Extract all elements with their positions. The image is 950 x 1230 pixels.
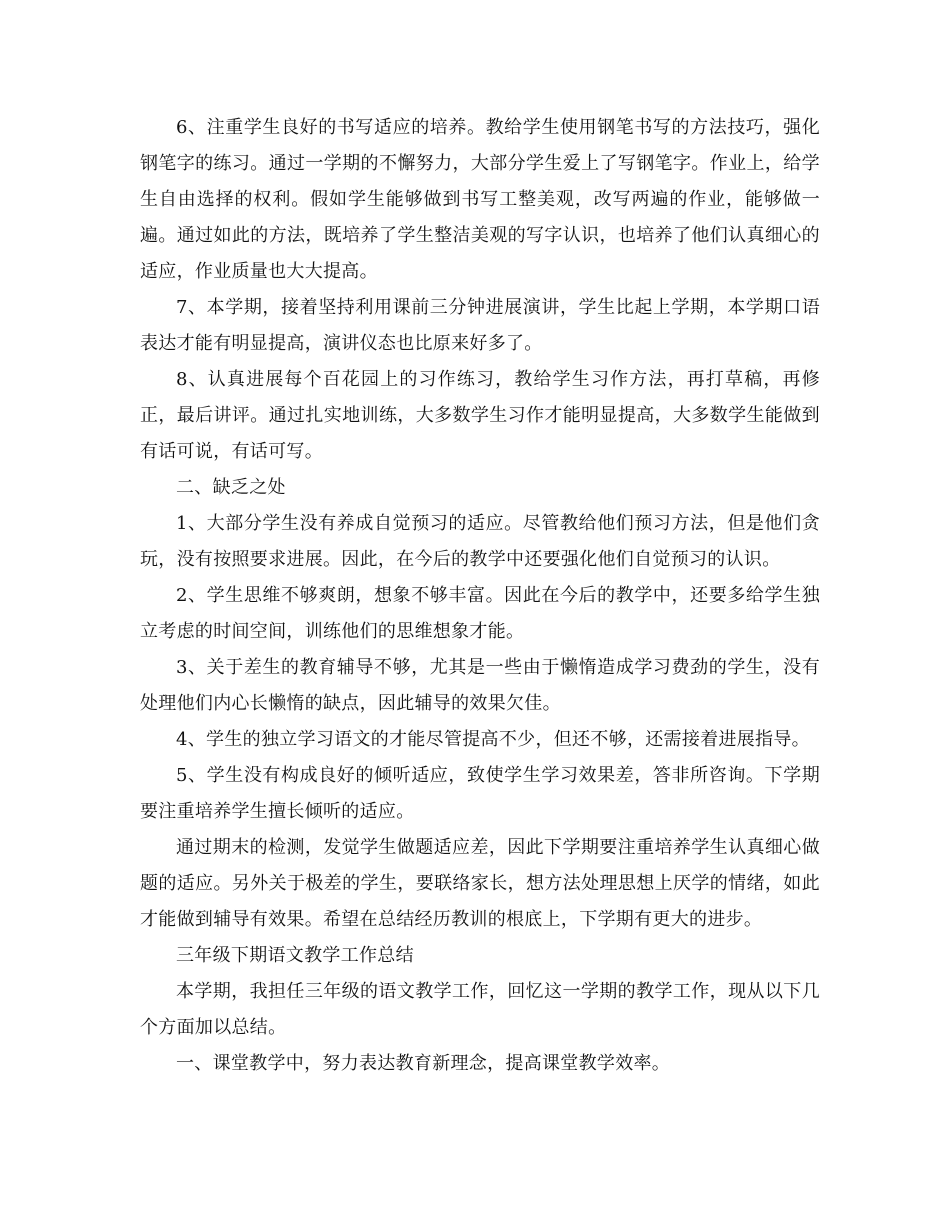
section-heading-classroom-teaching: 一、课堂教学中，努力表达教育新理念，提高课堂教学效率。 xyxy=(176,1053,671,1074)
paragraph-item-8-composition: 8、认真进展每个百花园上的习作练习，教给学生习作方法，再打草稿，再修正，最后讲评。通过扎实地训练，大多数学生习作才能明显提高，大多数学生能做到有话可说，有话可写。 xyxy=(140,369,820,462)
paragraph-shortcoming-5: 5、学生没有构成良好的倾听适应，致使学生学习效果差，答非所咨询。下学期要注重培养学生擅长倾听的适应。 xyxy=(140,765,820,822)
paragraph-conclusion: 通过期末的检测，发觉学生做题适应差，因此下学期要注重培养学生认真细心做题的适应。另外关于极差的学生，要联络家长，想方法处理思想上厌学的情绪，如此才能做到辅导有效果。希望在总结经历教训的根底上，下学期有更大的进步。 xyxy=(140,837,820,930)
document-title: 三年级下期语文教学工作总结 xyxy=(176,945,414,966)
paragraph-shortcoming-4: 4、学生的独立学习语文的才能尽管提高不少，但还不够，还需接着进展指导。 xyxy=(176,729,810,750)
paragraph-shortcoming-1: 1、大部分学生没有养成自觉预习的适应。尽管教给他们预习方法，但是他们贪玩，没有按照要求进展。因此，在今后的教学中还要强化他们自觉预习的认识。 xyxy=(140,513,820,570)
paragraph-item-6-handwriting: 6、注重学生良好的书写适应的培养。教给学生使用钢笔书写的方法技巧，强化钢笔字的练习。通过一学期的不懈努力，大部分学生爱上了写钢笔字。作业上，给学生自由选择的权利。假如学生能够做到书写工整美观，改写两遍的作业，能够做一遍。通过如此的方法，既培养了学生整洁美观的写字认识，也培养了他们认真细心的适应，作业质量也大大提高。 xyxy=(140,117,820,282)
document-body xyxy=(140,110,820,1082)
section-heading-shortcomings: 二、缺乏之处 xyxy=(176,477,286,498)
paragraph-item-7-speech: 7、本学期，接着坚持利用课前三分钟进展演讲，学生比起上学期，本学期口语表达才能有明显提高，演讲仪态也比原来好多了。 xyxy=(140,297,820,354)
paragraph-shortcoming-3: 3、关于差生的教育辅导不够，尤其是一些由于懒惰造成学习费劲的学生，没有处理他们内心长懒惰的缺点，因此辅导的效果欠佳。 xyxy=(140,657,820,714)
paragraph-shortcoming-2: 2、学生思维不够爽朗，想象不够丰富。因此在今后的教学中，还要多给学生独立考虑的时间空间，训练他们的思维想象才能。 xyxy=(140,585,820,642)
paragraph-intro: 本学期，我担任三年级的语文教学工作，回忆这一学期的教学工作，现从以下几个方面加以总结。 xyxy=(140,981,820,1038)
